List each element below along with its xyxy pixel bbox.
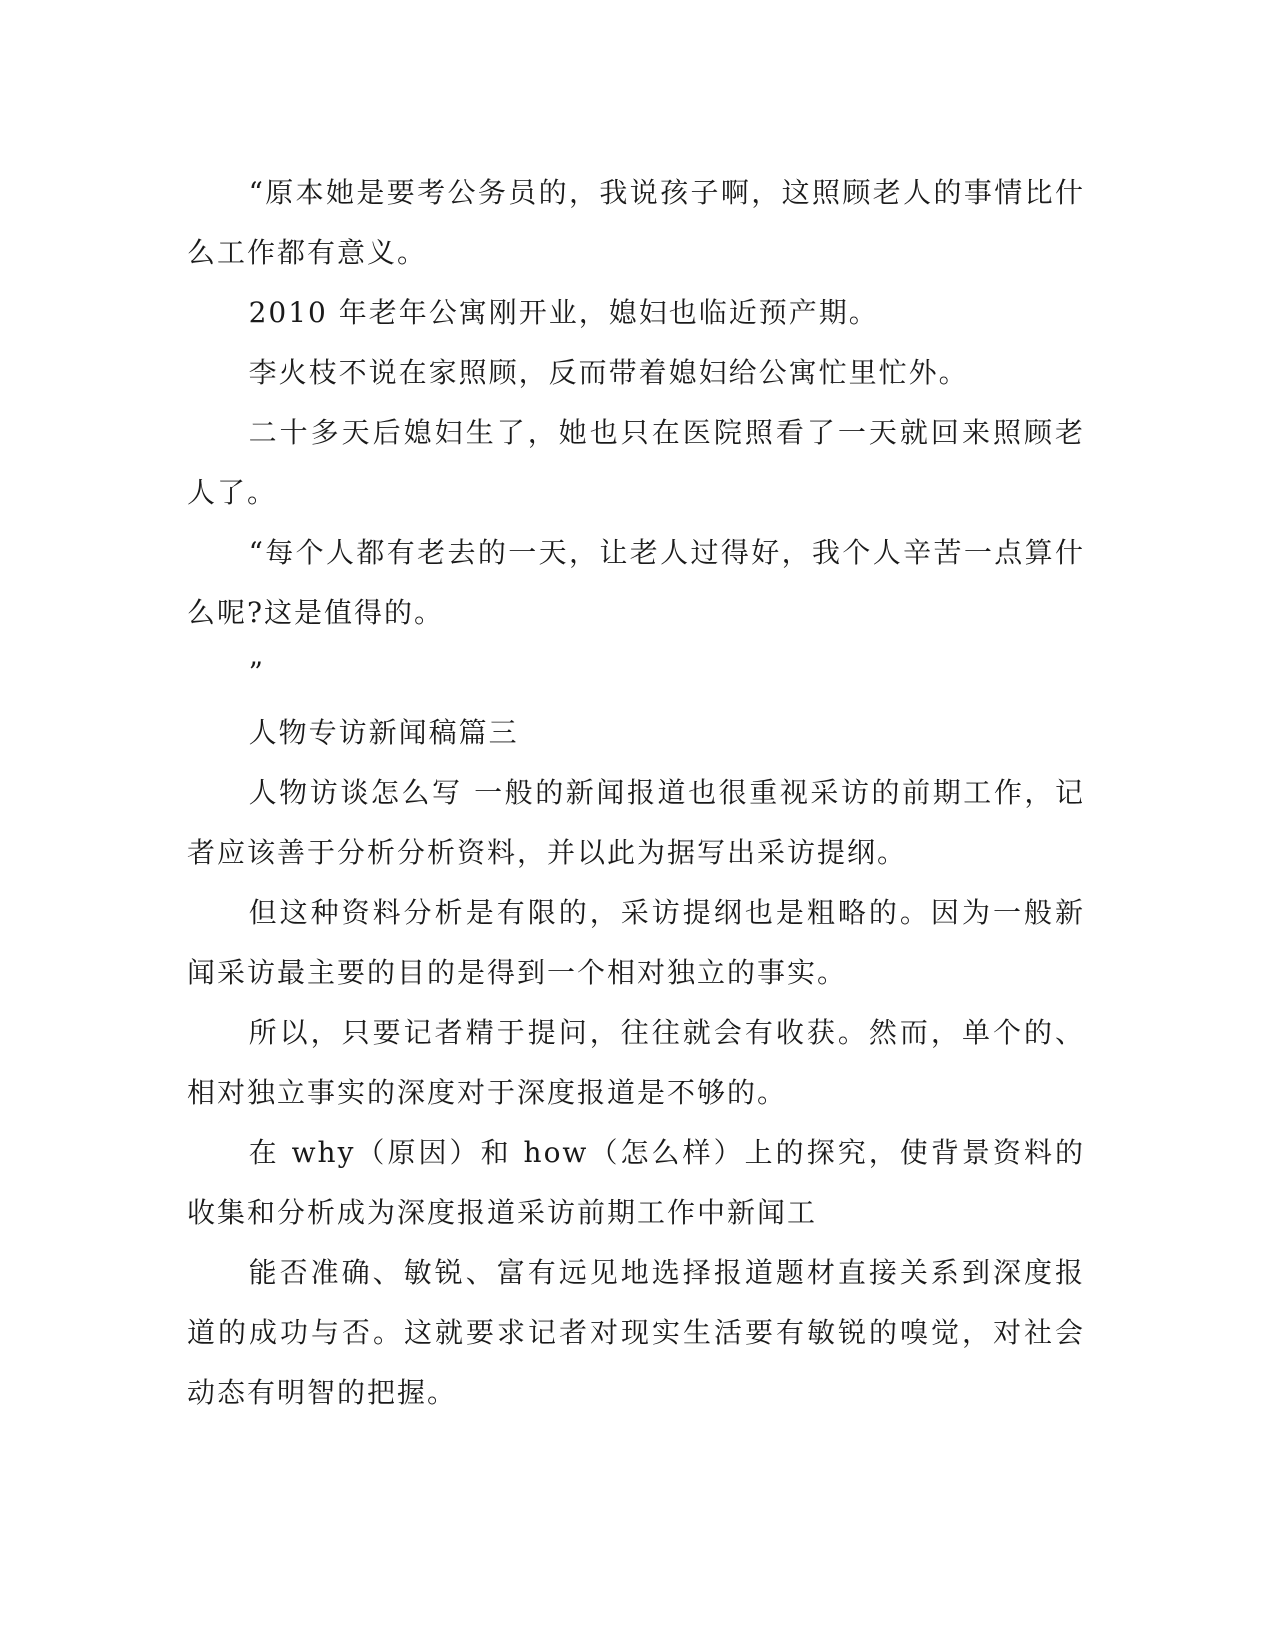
- paragraph-5: “每个人都有老去的一天，让老人过得好，我个人辛苦一点算什么呢?这是值得的。: [187, 536, 1085, 629]
- paragraph-4: 二十多天后媳妇生了，她也只在医院照看了一天就回来照顾老人了。: [187, 416, 1085, 509]
- document-body: [187, 163, 1085, 1423]
- paragraph-10: 在 why（原因）和 how（怎么样）上的探究，使背景资料的收集和分析成为深度报道采访前期工作中新闻工: [187, 1136, 1085, 1229]
- paragraph-2: 2010 年老年公寓刚开业，媳妇也临近预产期。: [248, 296, 879, 329]
- paragraph-7: 人物访谈怎么写 一般的新闻报道也很重视采访的前期工作，记者应该善于分析分析资料，并以此为据写出采访提纲。: [187, 776, 1085, 869]
- paragraph-1: “原本她是要考公务员的，我说孩子啊，这照顾老人的事情比什么工作都有意义。: [187, 176, 1085, 269]
- paragraph-11: 能否准确、敏锐、富有远见地选择报道题材直接关系到深度报道的成功与否。这就要求记者对现实生活要有敏锐的嗅觉，对社会动态有明智的把握。: [187, 1256, 1085, 1409]
- section-heading: 人物专访新闻稿篇三: [248, 716, 519, 749]
- paragraph-6-closing-quote: ”: [248, 656, 265, 689]
- paragraph-9: 所以，只要记者精于提问，往往就会有收获。然而，单个的、相对独立事实的深度对于深度报道是不够的。: [187, 1016, 1085, 1109]
- paragraph-3: 李火枝不说在家照顾，反而带着媳妇给公寓忙里忙外。: [248, 356, 969, 389]
- paragraph-8: 但这种资料分析是有限的，采访提纲也是粗略的。因为一般新闻采访最主要的目的是得到一个相对独立的事实。: [187, 896, 1085, 989]
